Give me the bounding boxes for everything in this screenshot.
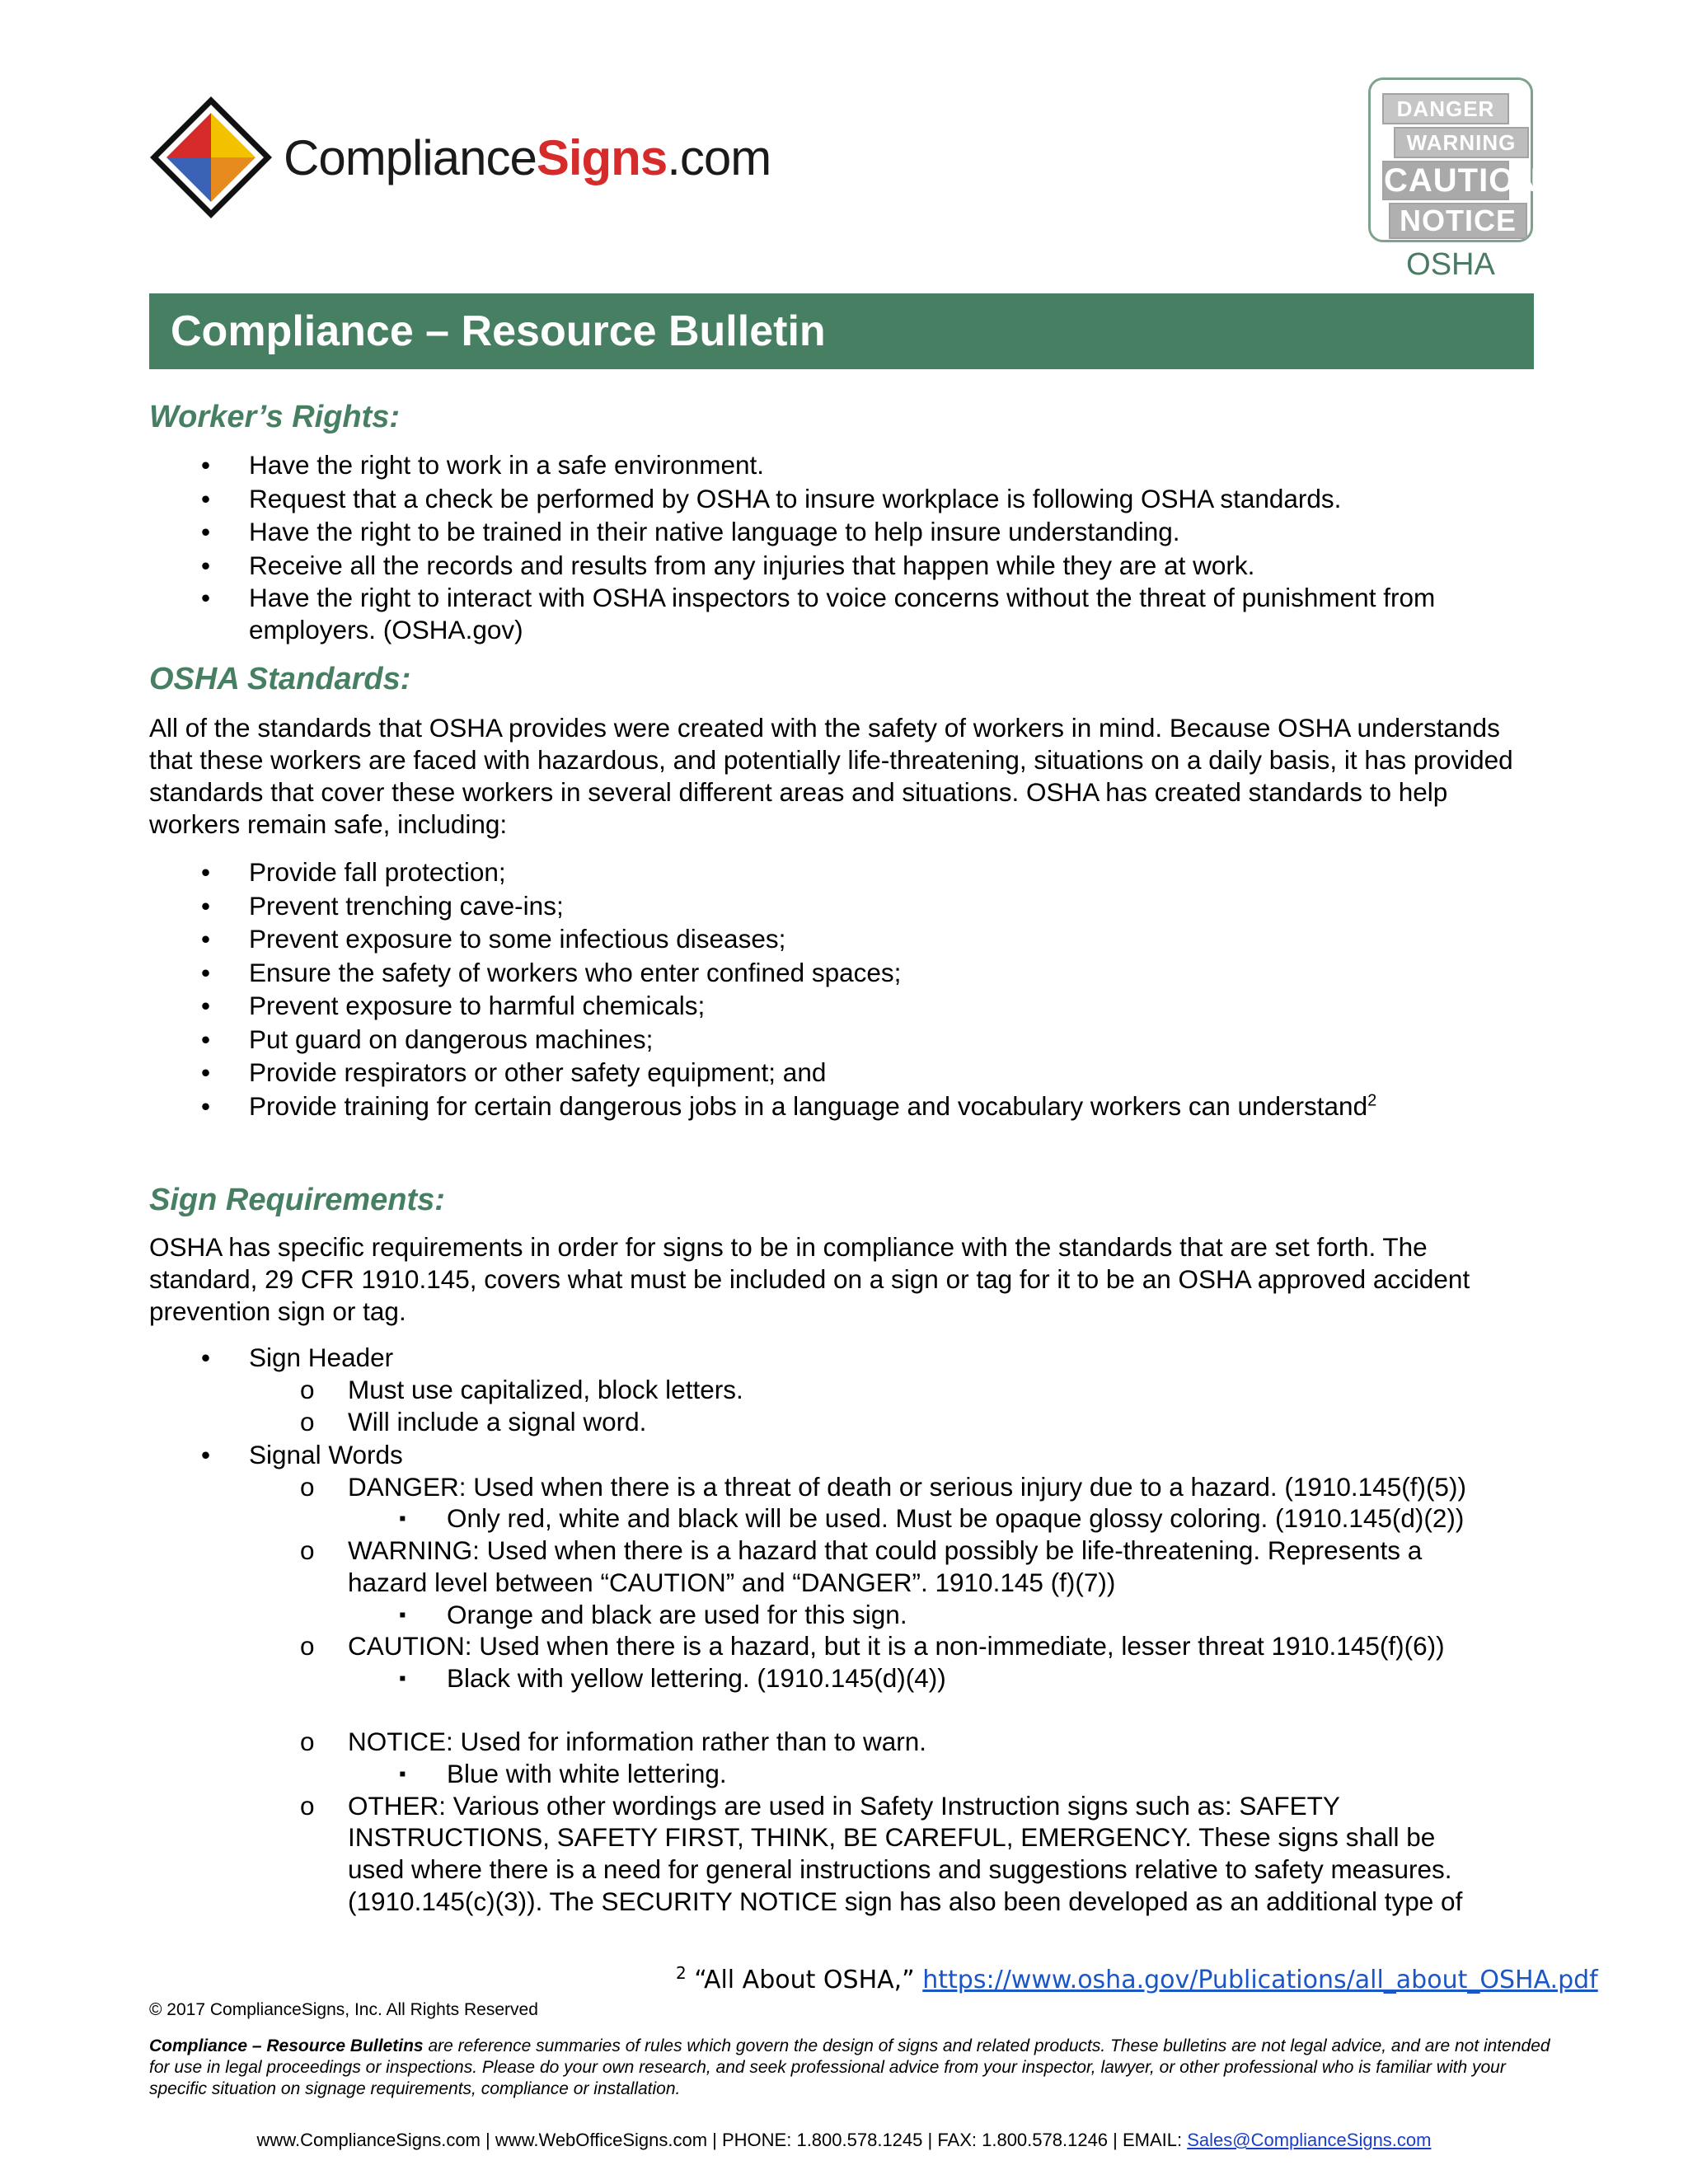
sign-header-item: Sign Header — [249, 1343, 394, 1372]
page-title: Compliance – Resource Bulletin — [171, 307, 826, 355]
notice-plate: NOTICE — [1389, 203, 1527, 239]
list-item: • Prevent exposure to some infectious diseases; — [201, 924, 786, 954]
list-item: • Provide fall protection; — [201, 857, 506, 887]
company-logo[interactable] — [148, 96, 771, 219]
other-definition-cont: (1910.145(c)(3)). The SECURITY NOTICE sign has also been developed as an additional type of — [348, 1886, 1463, 1916]
contact-line: www.ComplianceSigns.com | www.WebOfficeSigns.com | PHONE: 1.800.578.1245 | FAX: 1.800.578.1246 | EMAIL: Sales@ComplianceSigns.com — [256, 2130, 1432, 2150]
list-item: • Have the right to work in a safe environment. — [201, 450, 765, 480]
list-item: • Put guard on dangerous machines; — [201, 1024, 654, 1054]
notice-definition: NOTICE: Used for information rather than to warn. — [348, 1727, 927, 1756]
other-definition-cont: INSTRUCTIONS, SAFETY FIRST, THINK, BE CAREFUL, EMERGENCY. These signs shall be — [348, 1822, 1436, 1852]
signal-words-item: Signal Words — [249, 1440, 403, 1469]
danger-definition: DANGER: Used when there is a threat of death or serious injury due to a hazard. (1910.145(f)(5)) — [348, 1472, 1466, 1502]
osha-signs-badge — [1368, 77, 1540, 242]
logo-wordmark: ComplianceSigns.com — [284, 129, 771, 185]
list-item: Only red, white and black will be used. Must be opaque glossy coloring. (1910.145(d)(2)) — [447, 1503, 1465, 1533]
list-item: • Request that a check be performed by OSHA to insure workplace is following OSHA standards. — [201, 483, 1342, 513]
other-definition-cont: used where there is a need for general instructions and suggestions relative to safety measures. — [348, 1854, 1452, 1884]
list-item: Orange and black are used for this sign. — [447, 1600, 907, 1629]
footnote: $^2$ “All About OSHA,” https://www.osha.gov/Publications/all_about_OSHA.pdf — [676, 1963, 1598, 1994]
sign-requirements-intro: OSHA has specific requirements in order for signs to be in compliance with the standards that are set forth. The standard, 29 CFR 1910.145, covers what must be included on a sign or tag for it to be an OSHA approved accident prevention sign or tag. — [149, 1232, 1470, 1326]
warning-definition-cont: hazard level between “CAUTION” and “DANGER”. 1910.145 (f)(7)) — [348, 1568, 1116, 1597]
list-item: Black with yellow lettering. (1910.145(d)(4)) — [447, 1663, 946, 1693]
list-item: • Prevent trenching cave-ins; — [201, 890, 564, 921]
other-definition: OTHER: Various other wordings are used in Safety Instruction signs such as: SAFETY — [348, 1791, 1340, 1821]
footnote-link[interactable]: https://www.osha.gov/Publications/all_about_OSHA.pdf — [922, 1966, 1598, 1994]
workers-rights-heading: Worker’s Rights: — [149, 400, 401, 434]
warning-definition: WARNING: Used when there is a hazard that could possibly be life-threatening. Represents a — [348, 1535, 1423, 1565]
footnote-ref: 2 — [1367, 1091, 1377, 1109]
osha-standards-heading: OSHA Standards: — [149, 662, 411, 696]
title-banner — [149, 293, 1534, 369]
copyright: © 2017 ComplianceSigns, Inc. All Rights Reserved — [149, 2000, 538, 2019]
diamond-logo-icon — [148, 95, 274, 220]
danger-plate: DANGER — [1382, 93, 1509, 124]
list-item: Must use capitalized, block letters. — [348, 1375, 743, 1404]
bulletin-page: ComplianceSigns.com DANGER WARNING CAUTION NOTICE OSHA Compliance – Resource Bulletin Worker’s Rights: • Have the right to work in a safe environment. • Request that a check be performed by OSHA to insure workplace is following OSHA standards. • Have the right to be trained in their native language to help insure understanding. • Receive all the records and results from any injuries that happen while they are at work. • Have the right to interact with OSHA inspectors to voice concerns without the threat of punishment from employers. (OSHA.gov) OSHA Standards: All of the standards that OSHA provides were created with the safety of workers in mind. Because OSHA understands that these workers are faced with hazardous, and potentially life-threatening, situations on a daily basis, it has provided standards that cover these workers in several different areas and situations. OSHA has created standards to help workers remain safe, including: • Provide fall protection; • Prevent trenching cave-ins; • Prevent exposure to some infectious diseases; • Ensure the safety of workers who enter confined spaces; • Prevent exposure to harmful chemicals; • Put guard on dangerous machines; • Provide respirators or other safety equipment; and • Provide training for certain dangerous jobs in a language and vocabulary workers can understand$^2$ Sign Requirements: OSHA has specific requirements in order for signs to be in compliance with the standards that are set forth. The standard, 29 CFR 1910.145, covers what must be included on a sign or tag for it to be an OSHA approved accident prevention sign or tag. • Sign Header o Must use capitalized, block letters. o Will include a signal word. • Signal Words o DANGER: Used when there is a threat of death or serious injury due to a hazard. (1910.145(f)(5)) ▪ Only red, white and black will be used. Must be opaque glossy coloring. (1910.145(d)(2)) o WARNING: Used when there is a hazard that could possibly be life-threatening. Represents a hazard level between “CAUTION” and “DANGER”. 1910.145 (f)(7)) ▪ Orange and black are used for this sign. o CAUTION: Used when there is a hazard, but it is a non-immediate, lesser threat 1910.145(f)(6)) ▪ Black with yellow lettering. (1910.145(d)(4)) o NOTICE: Used for information rather than to warn. ▪ Blue with white lettering. o OTHER: Various other wordings are used in Safety Instruction signs such as: SAFETY INSTRUCTIONS, SAFETY FIRST, THINK, BE CAREFUL, EMERGENCY. These signs shall be used where there is a need for general instructions and suggestions relative to safety measures. (1910.145(c)(3)). The SECURITY NOTICE sign has also been developed as an additional type of $^2$ “All About OSHA,” https://www.osha.gov/Publications/all_about_OSHA.pdf © 2017 ComplianceSigns, Inc. All Rights Reserved Compliance – Resource Bulletins are reference summaries of rules which govern the design of signs and related products. These bulletins are not legal advice, and are not intended for use in legal proceedings or inspections. Please do your own research, and seek professional advice from your inspector, lawyer, or other professional who is familiar with your specific situation on signage requirements, compliance or installation. www.ComplianceSigns.com | www.WebOfficeSigns.com | PHONE: 1.800.578.1245 | FAX: 1.800.578.1246 | EMAIL: Sales@ComplianceSigns.com — [0, 0, 1688, 2184]
list-item: • Have the right to interact with OSHA inspectors to voice concerns without the threat of punishment from employers. (OSHA.gov) — [201, 583, 1436, 644]
email-link[interactable]: Sales@ComplianceSigns.com — [1187, 2130, 1432, 2150]
list-item: • Have the right to be trained in their native language to help insure understanding. — [201, 517, 1180, 546]
list-item: • Ensure the safety of workers who enter confined spaces; — [201, 957, 902, 987]
osha-label: OSHA — [1406, 247, 1495, 282]
list-item: • Provide respirators or other safety equipment; and — [201, 1057, 827, 1087]
osha-standards-intro: All of the standards that OSHA provides were created with the safety of workers in mind. Because OSHA understands that these workers are faced with hazardous, and potentially life-threatening, situations on a daily basis, it has provided standards that cover these workers in several different areas and situations. OSHA has created standards to help workers remain safe, including: — [149, 713, 1513, 839]
caution-definition: CAUTION: Used when there is a hazard, but it is a non-immediate, lesser threat 1910.145(f)(6)) — [348, 1631, 1445, 1661]
list-item: • Provide training for certain dangerous jobs in a language and vocabulary workers can understand$^2$ — [201, 1090, 1377, 1121]
warning-plate: WARNING — [1394, 127, 1529, 158]
workers-rights-list — [0, 448, 1688, 646]
list-item: Will include a signal word. — [348, 1407, 647, 1436]
sign-requirements-heading: Sign Requirements: — [149, 1183, 445, 1217]
list-item: • Receive all the records and results from any injuries that happen while they are at work. — [201, 550, 1255, 580]
list-item: Blue with white lettering. — [447, 1759, 727, 1788]
disclaimer: Compliance – Resource Bulletins are reference summaries of rules which govern the design of signs and related products. These bulletins are not legal advice, and are not intended for use in legal proceedings or inspections. Please do your own research, and seek professional advice from your inspector, lawyer, or other professional who is familiar with your specific situation on signage requirements, compliance or installation. — [149, 2036, 1550, 2098]
list-item: • Prevent exposure to harmful chemicals; — [201, 991, 706, 1020]
osha-standards-list — [0, 855, 1688, 1122]
caution-plate: CAUTION — [1384, 162, 1540, 199]
